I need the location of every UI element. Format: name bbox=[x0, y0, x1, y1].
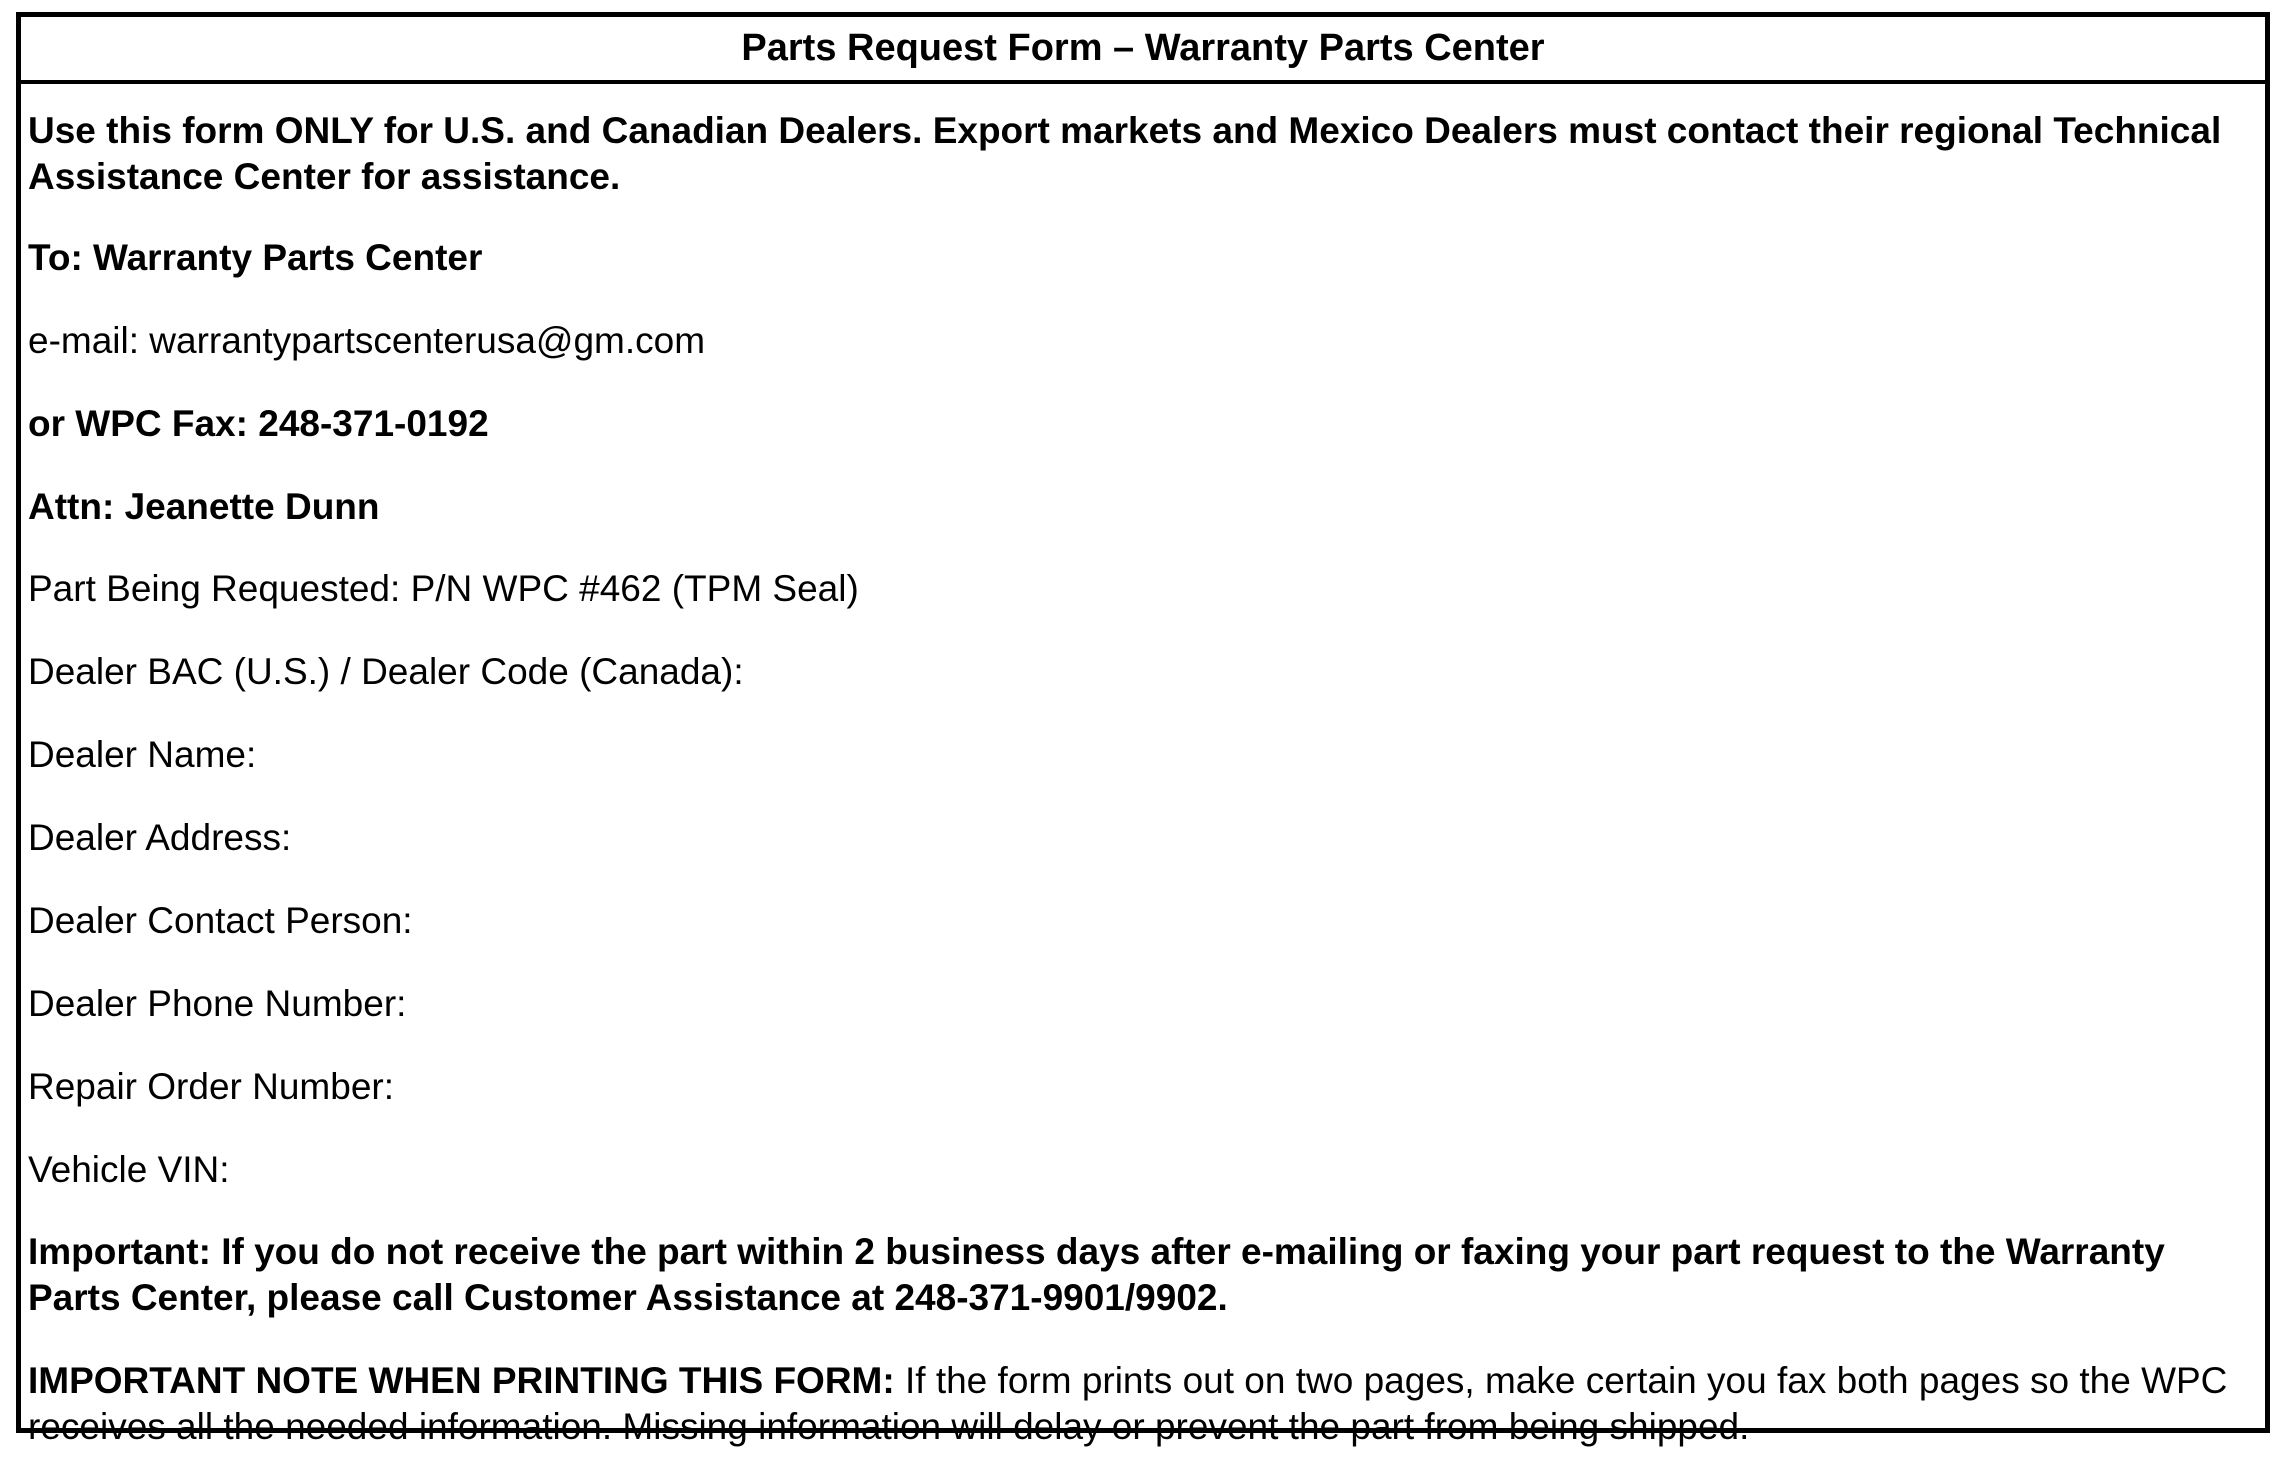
to-line: To: Warranty Parts Center bbox=[28, 237, 483, 278]
intro-line-2: Assistance Center for assistance. bbox=[28, 156, 621, 197]
printing-note-label: IMPORTANT NOTE WHEN PRINTING THIS FORM: bbox=[28, 1360, 895, 1401]
important-line-1: Important: If you do not receive the part within 2 business days after e-mailing or faxing your part request to the Warranty bbox=[28, 1231, 2165, 1272]
fax-line: or WPC Fax: 248-371-0192 bbox=[28, 403, 489, 444]
attn-line: Attn: Jeanette Dunn bbox=[28, 486, 380, 527]
field-dealer-address: Dealer Address: bbox=[28, 817, 292, 858]
field-dealer-name: Dealer Name: bbox=[28, 734, 257, 775]
form-title: Parts Request Form – Warranty Parts Center bbox=[21, 17, 2265, 84]
field-dealer-phone: Dealer Phone Number: bbox=[28, 983, 407, 1024]
parts-request-form bbox=[16, 12, 2270, 1447]
field-vehicle-vin: Vehicle VIN: bbox=[28, 1149, 230, 1190]
field-dealer-code: Dealer BAC (U.S.) / Dealer Code (Canada): bbox=[28, 651, 744, 692]
intro-line-1: Use this form ONLY for U.S. and Canadian Dealers. Export markets and Mexico Dealers must contact their regional Technical bbox=[28, 110, 2222, 151]
part-requested-line: Part Being Requested: P/N WPC #462 (TPM Seal) bbox=[28, 568, 859, 609]
field-dealer-contact: Dealer Contact Person: bbox=[28, 900, 413, 941]
printing-note-line-2: receives all the needed information. Missing information will delay or prevent the part from being shipped. bbox=[28, 1406, 1750, 1447]
field-repair-order: Repair Order Number: bbox=[28, 1066, 395, 1107]
printing-note-text: If the form prints out on two pages, make certain you fax both pages so the WPC bbox=[894, 1360, 2228, 1401]
important-line-2: Parts Center, please call Customer Assistance at 248-371-9901/9902. bbox=[28, 1277, 1228, 1318]
email-line: e-mail: warrantypartscenterusa@gm.com bbox=[28, 320, 706, 361]
printing-note-line-1 bbox=[28, 1358, 2227, 1404]
